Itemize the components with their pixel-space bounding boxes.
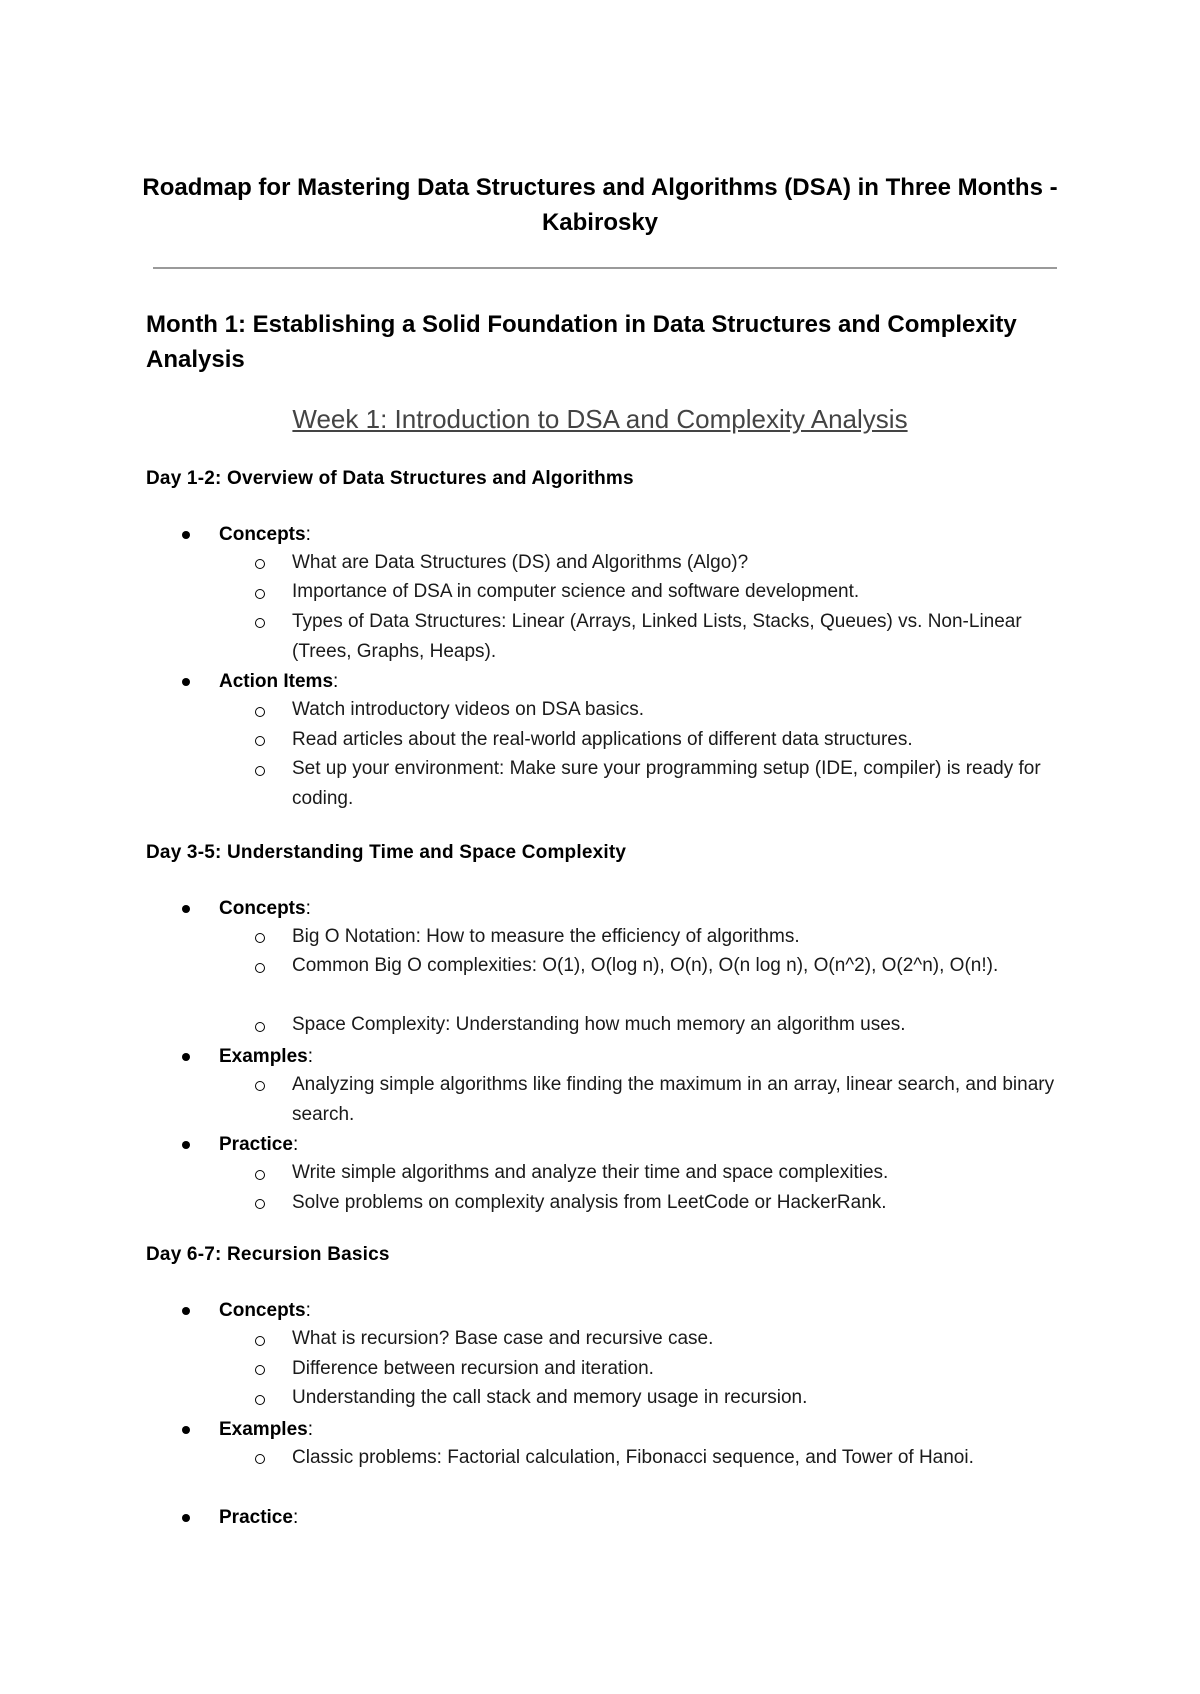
bullet-circle-icon [255,1336,265,1346]
group-label-text: Concepts [219,898,306,919]
group-label: Practice: [219,1507,299,1528]
month-heading: Month 1: Establishing a Solid Foundation in Data Structures and Complexity Analysis [146,311,1017,373]
bullet-dot-icon [182,1053,190,1061]
list-item: What is recursion? Base case and recursive case. [292,1328,714,1349]
list-item: Common Big O complexities: O(1), O(log n), O(n), O(n log n), O(n^2), O(2^n), O(n!). [292,955,999,976]
list-item: Importance of DSA in computer science and software development. [292,581,860,602]
list-item: Solve problems on complexity analysis from LeetCode or HackerRank. [292,1192,887,1213]
list-item: What are Data Structures (DS) and Algorithms (Algo)? [292,552,749,573]
list-item: Understanding the call stack and memory usage in recursion. [292,1387,808,1408]
day-heading: Day 1-2: Overview of Data Structures and Algorithms [146,468,634,489]
group-label-text: Action Items [219,671,334,692]
list-item: Classic problems: Factorial calculation, Fibonacci sequence, and Tower of Hanoi. [292,1447,974,1468]
week-heading: Week 1: Introduction to DSA and Complexity Analysis [292,404,908,434]
group-label: Examples: [219,1046,314,1067]
group-label: Examples: [219,1419,314,1440]
bullet-circle-icon [255,1081,265,1091]
list-item: Space Complexity: Understanding how much memory an algorithm uses. [292,1014,906,1035]
bullet-circle-icon [255,933,265,943]
list-item: Read articles about the real-world applications of different data structures. [292,729,913,750]
bullet-circle-icon [255,1395,265,1405]
bullet-circle-icon [255,1170,265,1180]
group-label: Action Items: [219,671,339,692]
bullet-dot-icon [182,1514,190,1522]
group-label-text: Examples [219,1046,308,1067]
bullet-dot-icon [182,1307,190,1315]
bullet-circle-icon [255,736,265,746]
group-label: Concepts: [219,898,311,919]
bullet-circle-icon [255,589,265,599]
document-title: Roadmap for Mastering Data Structures and Algorithms (DSA) in Three Months - Kabirosky [142,174,1058,236]
list-item: Difference between recursion and iteration. [292,1358,654,1379]
list-item: Watch introductory videos on DSA basics. [292,699,645,720]
group-label: Concepts: [219,524,311,545]
bullet-circle-icon [255,707,265,717]
list-item: Types of Data Structures: Linear (Arrays, Linked Lists, Stacks, Queues) vs. Non-Linear (Trees, Graphs, Heaps). [292,611,1022,662]
list-item: Analyzing simple algorithms like finding the maximum in an array, linear search, and binary search. [292,1074,1055,1125]
list-item: Set up your environment: Make sure your programming setup (IDE, compiler) is ready for coding. [292,758,1041,809]
group-label-text: Examples [219,1419,308,1440]
list-item: Big O Notation: How to measure the efficiency of algorithms. [292,926,800,947]
horizontal-divider [153,267,1057,269]
bullet-circle-icon [255,963,265,973]
list-item: Write simple algorithms and analyze their time and space complexities. [292,1162,889,1183]
day-heading: Day 3-5: Understanding Time and Space Complexity [146,842,627,863]
bullet-circle-icon [255,766,265,776]
day-heading: Day 6-7: Recursion Basics [146,1244,390,1265]
group-label-text: Practice [219,1134,293,1155]
group-label: Concepts: [219,1300,311,1321]
bullet-dot-icon [182,678,190,686]
bullet-circle-icon [255,1454,265,1464]
bullet-dot-icon [182,531,190,539]
group-label-text: Practice [219,1507,293,1528]
bullet-circle-icon [255,1365,265,1375]
bullet-circle-icon [255,559,265,569]
group-label-text: Concepts [219,1300,306,1321]
bullet-dot-icon [182,1141,190,1149]
group-label-text: Concepts [219,524,306,545]
bullet-circle-icon [255,1199,265,1209]
group-label: Practice: [219,1134,299,1155]
bullet-circle-icon [255,1022,265,1032]
bullet-dot-icon [182,905,190,913]
bullet-circle-icon [255,618,265,628]
bullet-dot-icon [182,1426,190,1434]
